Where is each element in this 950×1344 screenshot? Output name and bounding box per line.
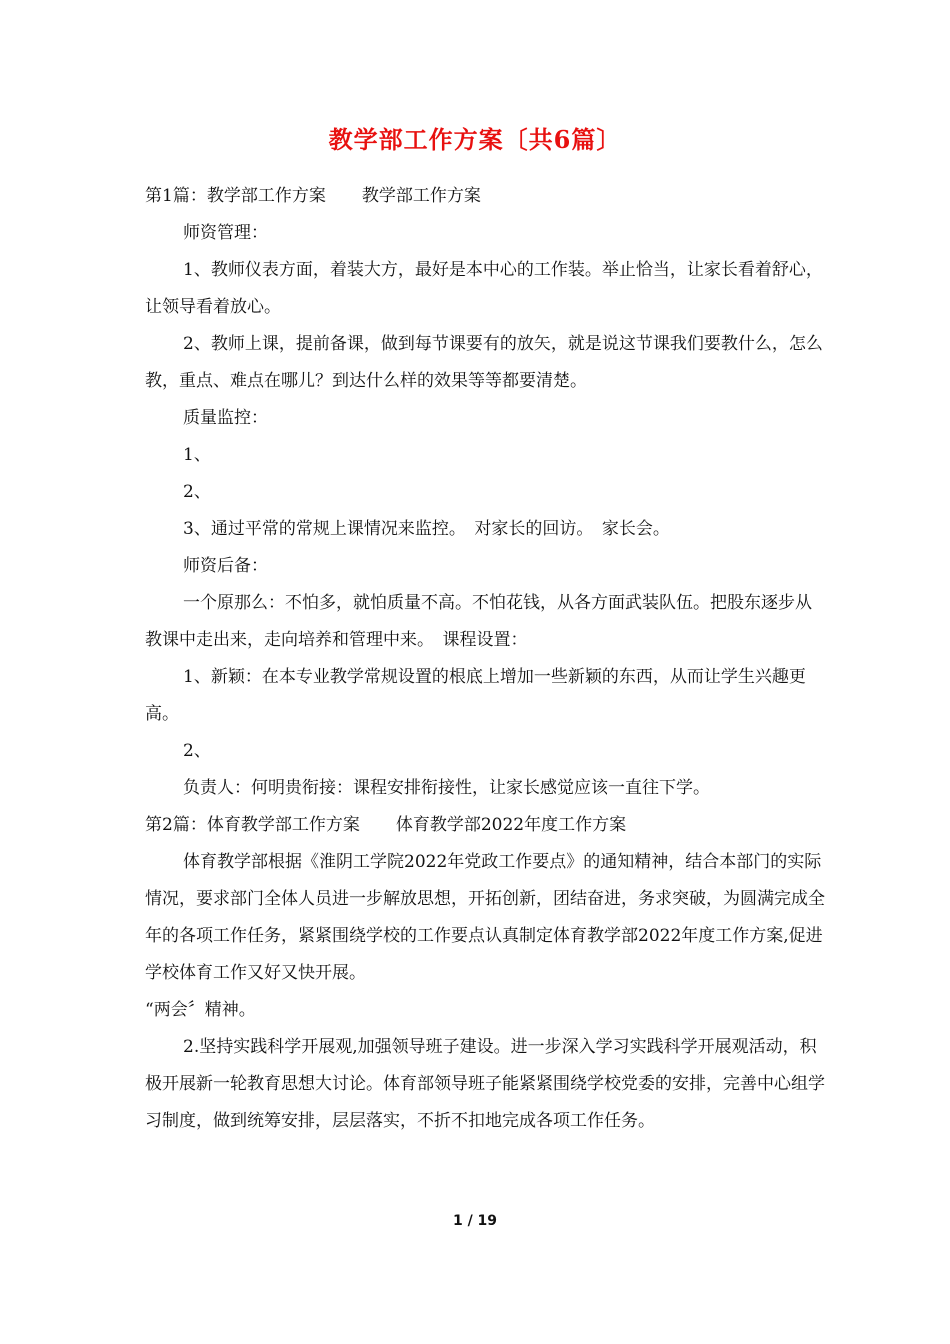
section-heading: [145, 807, 825, 844]
paragraph: 3、通过平常的常规上课情况来监控。 对家长的回访。 家长会。: [183, 519, 670, 539]
section-heading-title: 第1篇：教学部工作方案: [145, 186, 326, 206]
paragraph: 师资管理：: [183, 223, 268, 243]
section-heading: [145, 178, 825, 215]
paragraph: 体育教学部根据《淮阴工学院2022年党政工作要点》的通知精神，结合本部门的实际情况，要求部门全体人员进一步解放思想，开拓创新，团结奋进，务求突破，为圆满完成全年的各项工作任务，紧紧围绕学校的工作要点认真制定体育教学部2022年度工作方案,促进学校体育工作又好又快开展。: [145, 852, 825, 983]
section-heading-subtitle: 体育教学部2022年度工作方案: [395, 815, 627, 835]
document-title: 教学部工作方案〔共6篇〕: [328, 125, 622, 154]
paragraph: 1、: [183, 445, 211, 465]
paragraph: 2.坚持实践科学开展观,加强领导班子建设。进一步深入学习实践科学开展观活动，积极开展新一轮教育思想大讨论。体育部领导班子能紧紧围绕学校党委的安排，完善中心组学习制度，做到统筹安排，层层落实，不折不扣地完成各项工作任务。: [145, 1037, 825, 1131]
paragraph: 2、教师上课，提前备课，做到每节课要有的放矢，就是说这节课我们要教什么，怎么教，重点、难点在哪儿？到达什么样的效果等等都要清楚。: [145, 334, 823, 391]
paragraph: 2、: [183, 741, 211, 761]
section-heading-subtitle: 教学部工作方案: [361, 186, 481, 206]
paragraph: 1、新颖：在本专业教学常规设置的根底上增加一些新颖的东西，从而让学生兴趣更高。: [145, 667, 806, 724]
paragraph: 质量监控：: [183, 408, 268, 428]
page-number: 1 / 19: [452, 1213, 498, 1229]
paragraph: “两会〞精神。: [145, 1000, 256, 1020]
paragraph: 师资后备：: [183, 556, 268, 576]
section-heading-title: 第2篇：体育教学部工作方案: [145, 815, 360, 835]
document-body: [145, 178, 825, 1140]
paragraph: 负责人：何明贵衔接：课程安排衔接性，让家长感觉应该一直往下学。: [183, 778, 710, 798]
paragraph: 一个原那么：不怕多，就怕质量不高。不怕花钱，从各方面武装队伍。把股东逐步从教课中走出来，走向培养和管理中来。 课程设置：: [145, 593, 812, 650]
paragraph: 1、教师仪表方面，着装大方，最好是本中心的工作装。举止恰当，让家长看着舒心，让领导看着放心。: [145, 260, 823, 317]
paragraph: 2、: [183, 482, 211, 502]
